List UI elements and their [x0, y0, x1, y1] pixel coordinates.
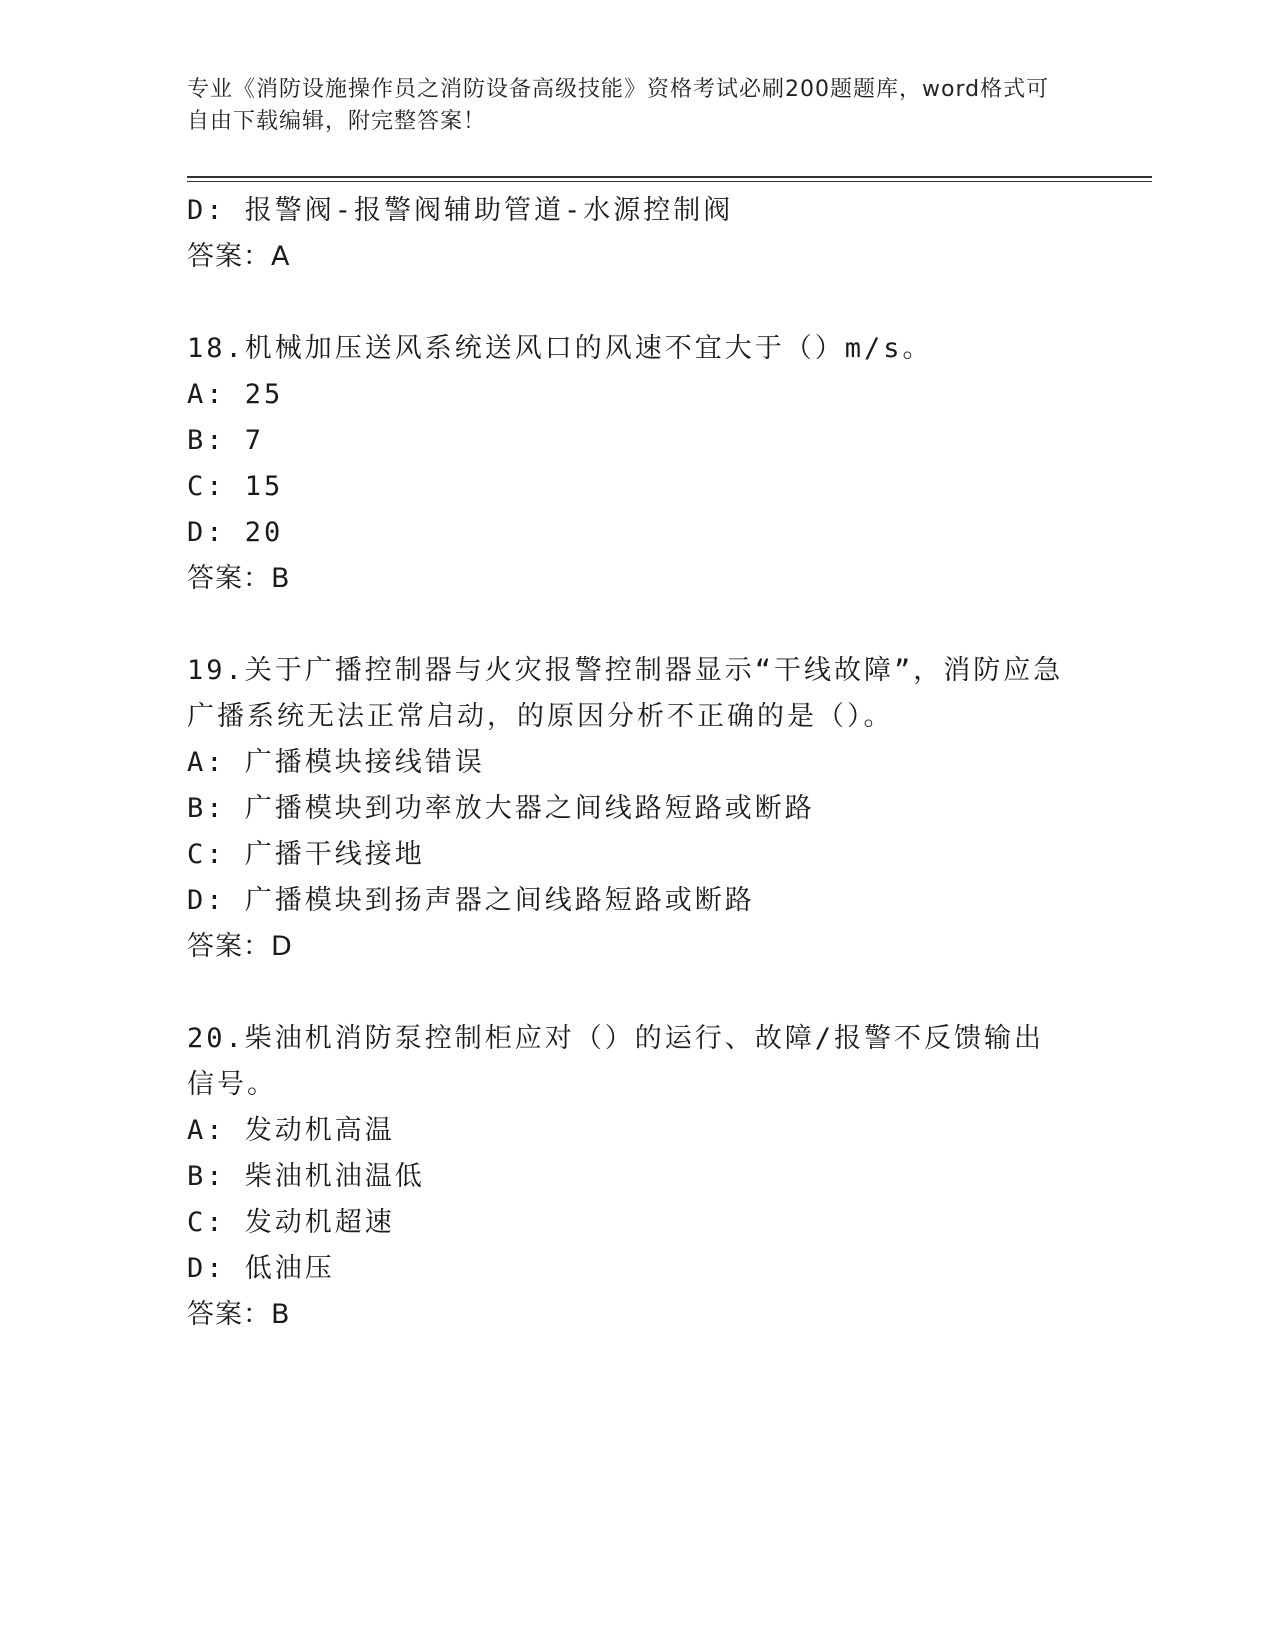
- answer: 答案：B: [187, 1299, 291, 1330]
- spacer: [187, 970, 1087, 1016]
- option-b: B: 7: [187, 425, 265, 456]
- option-c: C: 广播干线接地: [187, 839, 425, 870]
- option-c: C: 15: [187, 471, 284, 502]
- prev-question-answer: 答案：A: [187, 241, 291, 272]
- header-divider-thick: [187, 176, 1152, 178]
- answer: 答案：D: [187, 931, 293, 962]
- document-header: 专业《消防设施操作员之消防设备高级技能》资格考试必刷200题题库，word格式可自由下载编辑，附完整答案！: [187, 77, 1050, 134]
- question-text: 18.机械加压送风系统送风口的风速不宜大于（）m/s。: [187, 333, 933, 364]
- option-b: B: 柴油机油温低: [187, 1161, 425, 1192]
- question-list: [187, 188, 1087, 1338]
- header-divider-thin: [187, 181, 1152, 182]
- option-d: D: 20: [187, 517, 284, 548]
- option-c: C: 发动机超速: [187, 1207, 395, 1238]
- option-a: A: 发动机高温: [187, 1115, 395, 1146]
- option-d: D: 低油压: [187, 1253, 335, 1284]
- option-a: A: 广播模块接线错误: [187, 747, 485, 778]
- answer: 答案：B: [187, 563, 291, 594]
- spacer: [187, 602, 1087, 648]
- question-text: 20.柴油机消防泵控制柜应对（）的运行、故障/报警不反馈输出信号。: [187, 1023, 1045, 1100]
- option-b: B: 广播模块到功率放大器之间线路短路或断路: [187, 793, 815, 824]
- spacer: [187, 280, 1087, 326]
- question-text: 19.关于广播控制器与火灾报警控制器显示“干线故障”，消防应急广播系统无法正常启动，的原因分析不正确的是（）。: [187, 655, 1064, 732]
- question-18: [187, 326, 1087, 602]
- option-a: A: 25: [187, 379, 284, 410]
- prev-question-option-d: D: 报警阀-报警阀辅助管道-水源控制阀: [187, 195, 734, 226]
- question-19: [187, 648, 1087, 970]
- option-d: D: 广播模块到扬声器之间线路短路或断路: [187, 885, 755, 916]
- question-20: [187, 1016, 1087, 1338]
